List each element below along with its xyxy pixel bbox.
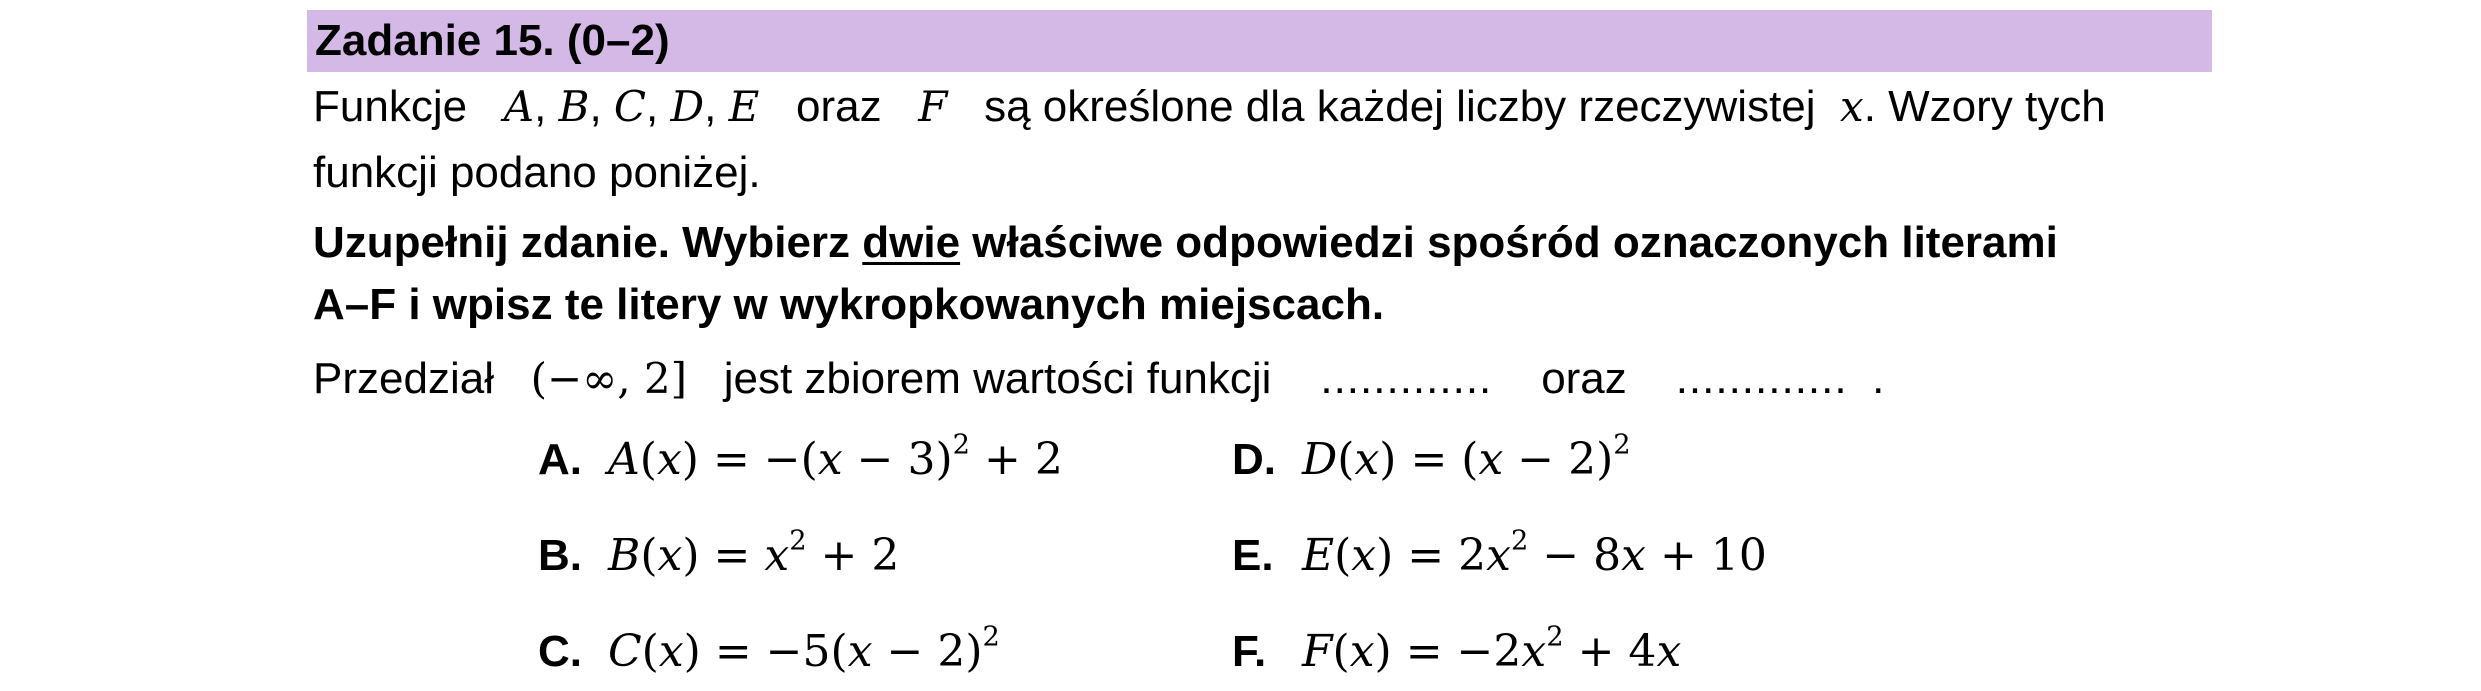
sentence-text-3: oraz xyxy=(1541,354,1627,403)
answer-blank-2[interactable]: ............. xyxy=(1675,354,1848,403)
option-letter: D. xyxy=(1232,435,1276,484)
option-letter: A. xyxy=(538,435,582,484)
option-letter: E. xyxy=(1232,531,1274,580)
intro-text-2: oraz xyxy=(795,82,882,131)
option-formula: $E(x) = 2x^2 - 8x + 10$ xyxy=(1302,525,1767,581)
instruction-text-2: właściwe odpowiedzi spośród oznaczonych literami xyxy=(960,218,2058,267)
option-d[interactable] xyxy=(1232,429,1631,485)
option-formula: $D(x) = (x - 2)^2$ xyxy=(1302,429,1631,485)
var-x: x xyxy=(1840,82,1864,131)
option-formula: $B(x) = x^2 + 2$ xyxy=(608,525,900,581)
var-b: B xyxy=(558,82,590,131)
option-formula: $C(x) = -5(x - 2)^2$ xyxy=(608,621,1000,677)
sentence-text-2: jest zbiorem wartości funkcji xyxy=(723,354,1272,403)
option-a[interactable] xyxy=(538,429,1063,485)
option-letter: F. xyxy=(1232,627,1267,676)
intro-line-2: funkcji podano poniżej. xyxy=(313,148,761,197)
option-formula: $A(x) = -(x - 3)^2 + 2$ xyxy=(608,429,1063,485)
instruction-line-2: A–F i wpisz te litery w wykropkowanych miejscach. xyxy=(313,280,1385,329)
interval: (−∞, 2] xyxy=(530,354,688,403)
option-c[interactable] xyxy=(538,621,1000,677)
sentence-text-4: . xyxy=(1872,354,1885,403)
option-b[interactable] xyxy=(538,525,900,581)
instruction-text-1: Uzupełnij zdanie. Wybierz xyxy=(313,218,863,267)
intro-text-4: . Wzory tych xyxy=(1863,82,2106,131)
var-a: A xyxy=(503,82,535,131)
task-title: Zadanie 15. (0–2) xyxy=(315,16,670,65)
sentence-line xyxy=(313,354,1884,404)
option-letter: C. xyxy=(538,627,582,676)
var-e: E xyxy=(728,82,760,131)
option-e[interactable] xyxy=(1232,525,1767,581)
option-formula: $F(x) = -2x^2 + 4x$ xyxy=(1302,621,1682,677)
task-header xyxy=(307,10,2212,72)
var-f: F xyxy=(918,82,948,131)
sentence-text-1: Przedział xyxy=(313,354,494,403)
instruction-emphasis: dwie xyxy=(862,218,961,267)
var-c: C xyxy=(613,82,647,131)
intro-text-1: Funkcje xyxy=(313,82,468,131)
intro-text-3: są określone dla każdej liczby rzeczywistej xyxy=(984,82,1816,131)
instruction-line-1 xyxy=(313,218,2058,268)
answer-blank-1[interactable]: ............. xyxy=(1320,354,1493,403)
intro-line-1: Funkcje A, B, C, D, E oraz F są określone dla każdej liczby rzeczywistej x. Wzory tych xyxy=(313,82,2106,131)
option-letter: B. xyxy=(538,531,582,580)
option-f[interactable] xyxy=(1232,621,1682,677)
var-d: D xyxy=(670,82,705,131)
